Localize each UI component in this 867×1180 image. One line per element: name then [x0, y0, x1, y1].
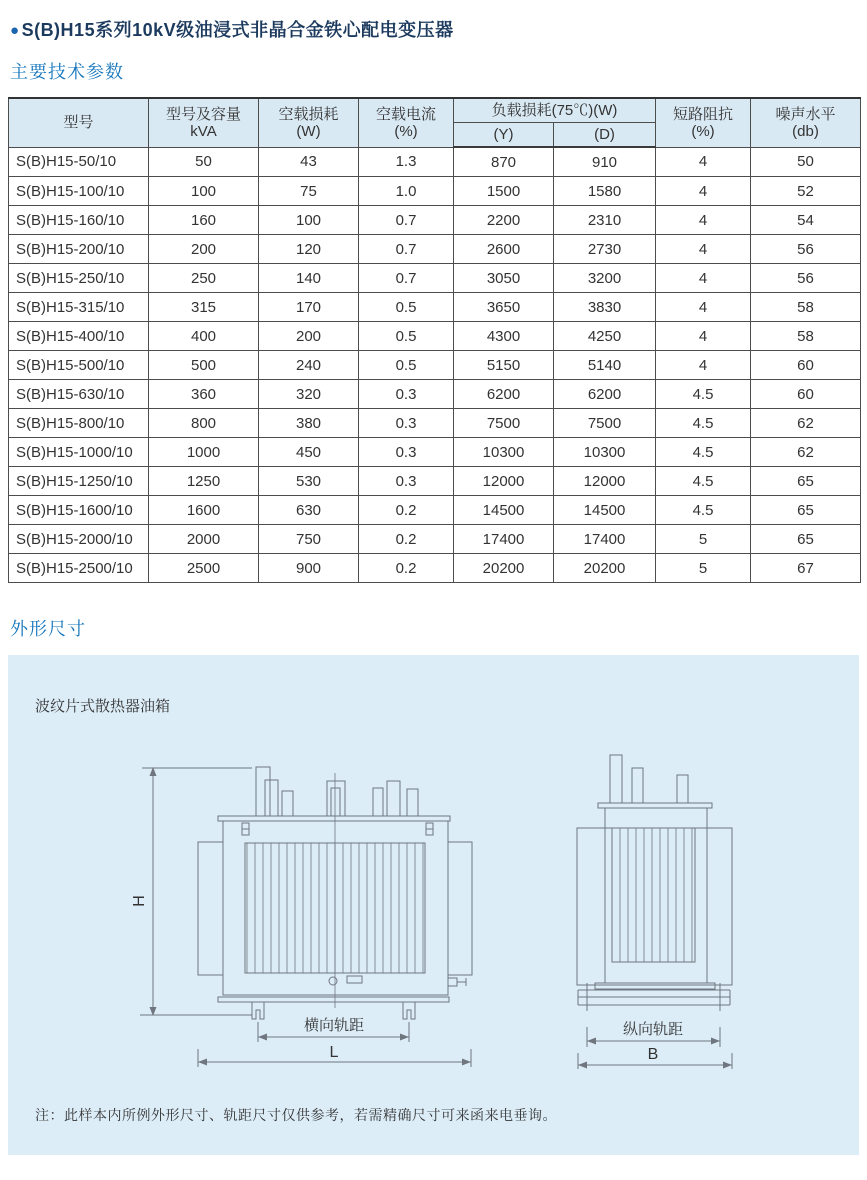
table-cell: 0.2	[359, 525, 454, 554]
col-header-capacity-line1: 型号及容量	[165, 105, 241, 123]
table-cell: 7500	[454, 409, 554, 438]
table-cell: 1000	[149, 438, 259, 467]
table-cell: 43	[259, 147, 359, 177]
table-cell: 0.3	[359, 380, 454, 409]
table-row	[9, 235, 861, 264]
table-cell: 1.3	[359, 147, 454, 177]
table-cell: 360	[149, 380, 259, 409]
table-cell: 4	[656, 322, 751, 351]
table-cell: 65	[751, 467, 861, 496]
table-cell: 50	[751, 147, 861, 177]
table-cell: 6200	[454, 380, 554, 409]
table-cell: 100	[259, 206, 359, 235]
table-cell: 1.0	[359, 177, 454, 206]
table-cell: 0.3	[359, 467, 454, 496]
col-header-no-load-loss-line2: (W)	[296, 122, 321, 140]
height-dimension-label: H	[131, 895, 148, 907]
col-header-noise-line2: (db)	[792, 122, 819, 140]
table-cell: 50	[149, 147, 259, 177]
table-cell: 7500	[554, 409, 656, 438]
table-cell: 14500	[454, 496, 554, 525]
spec-table	[8, 97, 861, 583]
col-header-no-load-current-line2: (%)	[394, 122, 418, 140]
table-row	[9, 496, 861, 525]
col-header-no-load-current	[359, 98, 454, 147]
col-header-impedance	[656, 98, 751, 147]
table-cell: 3050	[454, 264, 554, 293]
col-header-load-loss: 负载损耗(75℃)(W)	[454, 98, 656, 123]
table-cell: 320	[259, 380, 359, 409]
col-header-impedance-line2: (%)	[691, 122, 715, 140]
col-header-no-load-loss	[259, 98, 359, 147]
col-header-load-loss-y: (Y)	[454, 123, 554, 148]
table-cell: 4	[656, 351, 751, 380]
col-header-no-load-current-line1: 空载电流	[375, 105, 436, 123]
section-heading-params: 主要技术参数	[10, 62, 124, 82]
table-cell: 2600	[454, 235, 554, 264]
table-cell: 3650	[454, 293, 554, 322]
table-cell: 17400	[554, 525, 656, 554]
horizontal-gauge-label: 横向轨距	[303, 1017, 365, 1034]
table-cell: 4	[656, 177, 751, 206]
bullet-icon: ●	[10, 22, 20, 39]
table-cell: 0.7	[359, 235, 454, 264]
cell-model: S(B)H15-50/10	[9, 147, 149, 177]
table-row	[9, 438, 861, 467]
cell-model: S(B)H15-1600/10	[9, 496, 149, 525]
table-cell: 10300	[554, 438, 656, 467]
table-cell: 4	[656, 147, 751, 177]
table-cell: 4.5	[656, 409, 751, 438]
table-cell: 60	[751, 351, 861, 380]
table-cell: 0.2	[359, 496, 454, 525]
cell-model: S(B)H15-200/10	[9, 235, 149, 264]
table-cell: 56	[751, 264, 861, 293]
table-row	[9, 554, 861, 583]
table-cell: 6200	[554, 380, 656, 409]
table-row	[9, 206, 861, 235]
table-body	[9, 147, 861, 583]
col-header-model: 型号	[9, 98, 149, 147]
table-cell: 0.7	[359, 264, 454, 293]
table-cell: 1580	[554, 177, 656, 206]
table-cell: 62	[751, 438, 861, 467]
table-cell: 58	[751, 293, 861, 322]
table-cell: 1250	[149, 467, 259, 496]
table-cell: 4.5	[656, 380, 751, 409]
cell-model: S(B)H15-315/10	[9, 293, 149, 322]
table-header	[9, 98, 861, 147]
table-cell: 0.5	[359, 293, 454, 322]
table-cell: 250	[149, 264, 259, 293]
table-cell: 900	[259, 554, 359, 583]
table-cell: 12000	[554, 467, 656, 496]
side-view-lines	[577, 755, 732, 1011]
table-cell: 2000	[149, 525, 259, 554]
table-cell: 0.7	[359, 206, 454, 235]
table-cell: 0.3	[359, 438, 454, 467]
table-cell: 56	[751, 235, 861, 264]
table-cell: 3830	[554, 293, 656, 322]
table-cell: 5140	[554, 351, 656, 380]
table-cell: 4	[656, 206, 751, 235]
table-cell: 0.5	[359, 351, 454, 380]
table-cell: 530	[259, 467, 359, 496]
table-cell: 5	[656, 525, 751, 554]
table-cell: 4.5	[656, 467, 751, 496]
cell-model: S(B)H15-500/10	[9, 351, 149, 380]
col-header-noise-line1: 噪声水平	[775, 105, 836, 123]
table-cell: 75	[259, 177, 359, 206]
table-cell: 450	[259, 438, 359, 467]
table-cell: 20200	[554, 554, 656, 583]
table-cell: 240	[259, 351, 359, 380]
table-cell: 630	[259, 496, 359, 525]
table-cell: 5150	[454, 351, 554, 380]
table-cell: 17400	[454, 525, 554, 554]
table-row	[9, 293, 861, 322]
table-cell: 500	[149, 351, 259, 380]
table-cell: 120	[259, 235, 359, 264]
table-cell: 2200	[454, 206, 554, 235]
table-cell: 4	[656, 235, 751, 264]
table-cell: 65	[751, 496, 861, 525]
cell-model: S(B)H15-250/10	[9, 264, 149, 293]
col-header-noise	[751, 98, 861, 147]
page-title	[10, 16, 830, 42]
cell-model: S(B)H15-800/10	[9, 409, 149, 438]
cell-model: S(B)H15-630/10	[9, 380, 149, 409]
cell-model: S(B)H15-2000/10	[9, 525, 149, 554]
table-cell: 160	[149, 206, 259, 235]
table-cell: 400	[149, 322, 259, 351]
table-cell: 60	[751, 380, 861, 409]
table-cell: 2310	[554, 206, 656, 235]
page-title-text: S(B)H15系列10kV级油浸式非晶合金铁心配电变压器	[21, 20, 454, 40]
table-cell: 4250	[554, 322, 656, 351]
table-cell: 4	[656, 264, 751, 293]
table-cell: 54	[751, 206, 861, 235]
col-header-no-load-loss-line1: 空载损耗	[278, 105, 339, 123]
table-row	[9, 467, 861, 496]
side-view-drawing	[565, 745, 745, 1075]
section-heading-dimensions: 外形尺寸	[10, 619, 86, 639]
table-cell: 62	[751, 409, 861, 438]
table-cell: 200	[149, 235, 259, 264]
cell-model: S(B)H15-1250/10	[9, 467, 149, 496]
table-row	[9, 409, 861, 438]
col-header-impedance-line1: 短路阻抗	[673, 105, 734, 123]
table-cell: 1500	[454, 177, 554, 206]
table-cell: 910	[554, 147, 656, 177]
table-cell: 14500	[554, 496, 656, 525]
table-cell: 20200	[454, 554, 554, 583]
table-cell: 380	[259, 409, 359, 438]
dimensions-panel	[8, 655, 859, 1155]
table-cell: 200	[259, 322, 359, 351]
table-cell: 52	[751, 177, 861, 206]
table-row	[9, 380, 861, 409]
cell-model: S(B)H15-400/10	[9, 322, 149, 351]
table-cell: 67	[751, 554, 861, 583]
width-dimension-label: B	[647, 1046, 659, 1063]
table-cell: 100	[149, 177, 259, 206]
note-text: 注：此样本内所例外形尺寸、轨距尺寸仅供参考，若需精确尺寸可来函来电垂询。	[35, 1107, 557, 1123]
table-cell: 12000	[454, 467, 554, 496]
table-cell: 4.5	[656, 438, 751, 467]
cell-model: S(B)H15-2500/10	[9, 554, 149, 583]
tank-type-label: 波纹片式散热器油箱	[35, 698, 171, 715]
table-cell: 5	[656, 554, 751, 583]
table-row	[9, 322, 861, 351]
table-cell: 4300	[454, 322, 554, 351]
longitudinal-gauge-label: 纵向轨距	[622, 1021, 684, 1038]
table-row	[9, 147, 861, 177]
table-cell: 65	[751, 525, 861, 554]
front-view-lines	[198, 767, 472, 1019]
front-view-drawing	[130, 755, 480, 1075]
table-row	[9, 264, 861, 293]
table-cell: 2730	[554, 235, 656, 264]
table-cell: 1600	[149, 496, 259, 525]
table-cell: 0.5	[359, 322, 454, 351]
col-header-load-loss-d: (D)	[554, 123, 656, 148]
col-header-capacity-line2: kVA	[190, 122, 217, 140]
table-cell: 10300	[454, 438, 554, 467]
cell-model: S(B)H15-1000/10	[9, 438, 149, 467]
table-cell: 750	[259, 525, 359, 554]
table-cell: 58	[751, 322, 861, 351]
length-dimension-label: L	[329, 1044, 339, 1061]
col-header-capacity	[149, 98, 259, 147]
table-row	[9, 177, 861, 206]
cell-model: S(B)H15-100/10	[9, 177, 149, 206]
table-cell: 170	[259, 293, 359, 322]
table-cell: 3200	[554, 264, 656, 293]
table-cell: 4	[656, 293, 751, 322]
table-cell: 0.3	[359, 409, 454, 438]
cell-model: S(B)H15-160/10	[9, 206, 149, 235]
table-cell: 4.5	[656, 496, 751, 525]
table-cell: 315	[149, 293, 259, 322]
table-cell: 800	[149, 409, 259, 438]
table-cell: 140	[259, 264, 359, 293]
table-cell: 2500	[149, 554, 259, 583]
table-row	[9, 351, 861, 380]
table-row	[9, 525, 861, 554]
table-cell: 870	[454, 147, 554, 177]
table-cell: 0.2	[359, 554, 454, 583]
